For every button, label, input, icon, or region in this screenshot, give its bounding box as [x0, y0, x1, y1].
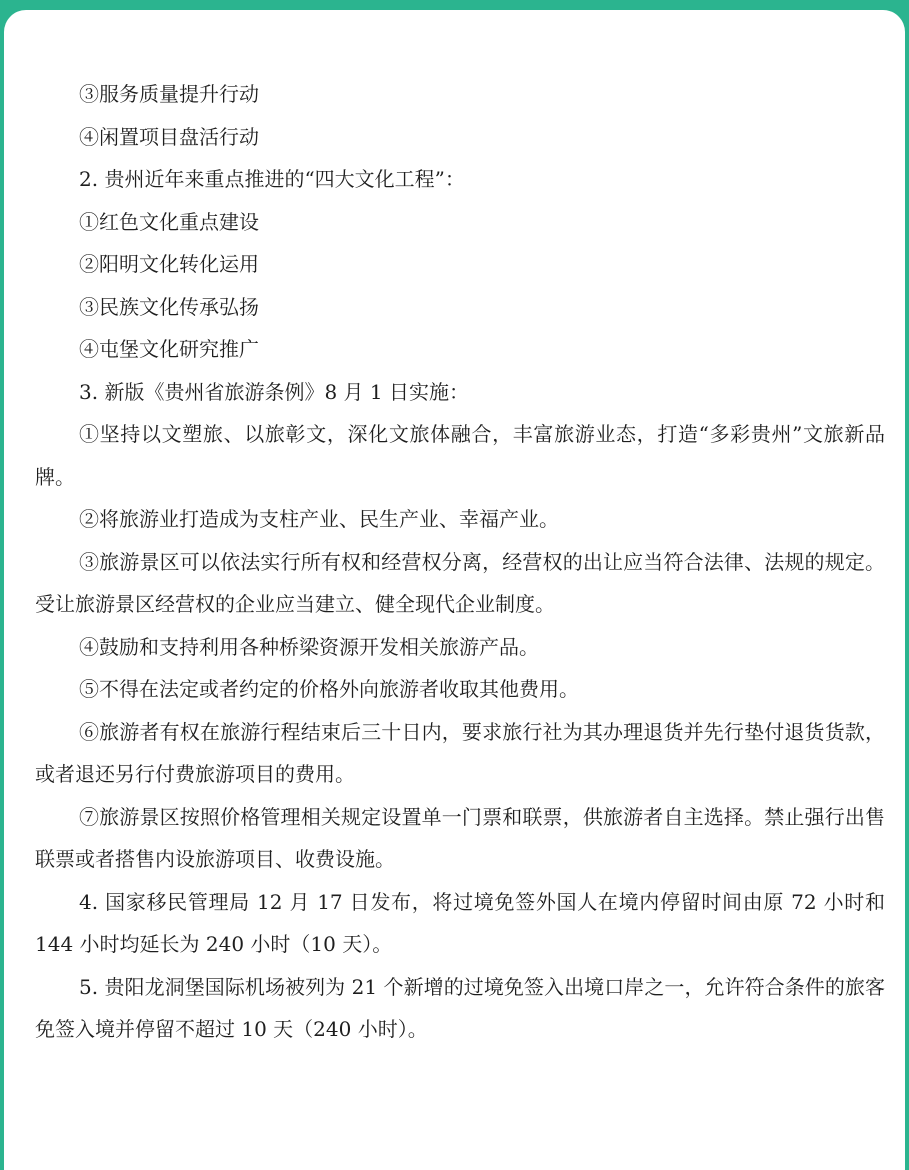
section-heading: 2. 贵州近年来重点推进的“四大文化工程”： — [79, 167, 465, 191]
paragraph: ⑥旅游者有权在旅游行程结束后三十日内，要求旅行社为其办理退货并先行垫付退货货款，或者退还另行付费旅游项目的费用。 — [35, 719, 885, 786]
paragraph: ①坚持以文塑旅、以旅彰文，深化文旅体融合，丰富旅游业态，打造“多彩贵州”文旅新品牌。 — [35, 422, 885, 489]
list-item: ①红色文化重点建设 — [79, 209, 259, 234]
paragraph: 4. 国家移民管理局 12 月 17 日发布，将过境免签外国人在境内停留时间由原 72 小时和 144 小时均延长为 240 小时（10 天）。 — [35, 889, 885, 956]
paragraph: ②将旅游业打造成为支柱产业、民生产业、幸福产业。 — [79, 507, 559, 531]
section-heading: 3. 新版《贵州省旅游条例》8 月 1 日实施： — [79, 379, 469, 404]
document-page — [4, 10, 905, 1170]
list-item: ④闲置项目盘活行动 — [79, 124, 259, 149]
paragraph: ⑦旅游景区按照价格管理相关规定设置单一门票和联票，供旅游者自主选择。禁止强行出售联票或者搭售内设旅游项目、收费设施。 — [35, 804, 885, 871]
list-item: ③服务质量提升行动 — [79, 82, 259, 106]
paragraph: ⑤不得在法定或者约定的价格外向旅游者收取其他费用。 — [79, 677, 579, 701]
list-item: ③民族文化传承弘扬 — [79, 294, 259, 319]
document-body — [35, 73, 885, 1051]
paragraph: 5. 贵阳龙洞堡国际机场被列为 21 个新增的过境免签入出境口岸之一，允许符合条件的旅客免签入境并停留不超过 10 天（240 小时）。 — [35, 974, 885, 1041]
paragraph: ③旅游景区可以依法实行所有权和经营权分离，经营权的出让应当符合法律、法规的规定。受让旅游景区经营权的企业应当建立、健全现代企业制度。 — [35, 549, 885, 616]
list-item: ②阳明文化转化运用 — [79, 252, 259, 276]
paragraph: ④鼓励和支持利用各种桥梁资源开发相关旅游产品。 — [79, 634, 539, 659]
list-item: ④屯堡文化研究推广 — [79, 337, 259, 361]
